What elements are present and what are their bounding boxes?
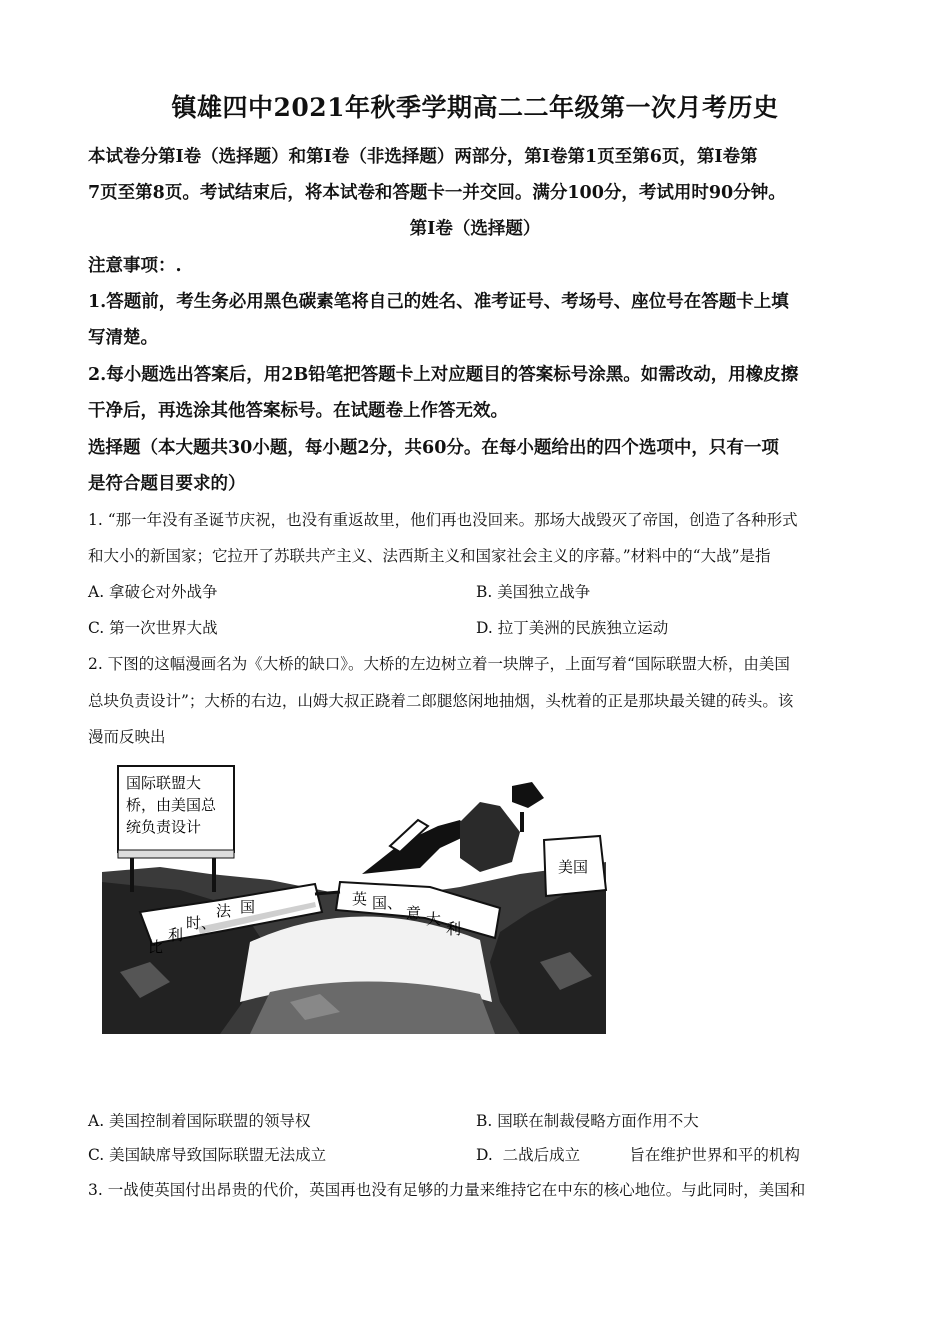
q1-option-d: D. 拉丁美洲的民族独立运动 bbox=[476, 619, 669, 637]
cartoon-left-label-3: 时、 bbox=[186, 914, 217, 932]
cartoon-sign-line-2: 桥，由美国总 bbox=[126, 796, 217, 814]
q2-option-c: C. 美国缺席导致国际联盟无法成立 bbox=[88, 1146, 327, 1164]
note-2-line-1: 2.每小题选出答案后，用2B铅笔把答题卡上对应题目的答案标号涂黑。如需改动，用橡皮擦 bbox=[88, 365, 799, 385]
note-1-line-2: 写清楚。 bbox=[88, 328, 158, 348]
q3-stem-line-1: 3. 一战使英国付出昂贵的代价，英国再也没有足够的力量来维持它在中东的核心地位。与此同时，美国和 bbox=[88, 1181, 806, 1199]
cartoon-left-label-4: 法 bbox=[216, 902, 232, 920]
q1-option-c: C. 第一次世界大战 bbox=[88, 619, 218, 637]
cartoon-left-label-2: 利 bbox=[168, 926, 184, 944]
bridge-gap-cartoon bbox=[100, 762, 610, 1034]
cartoon-left-label-1: 比 bbox=[148, 938, 164, 956]
q2-option-b: B. 国联在制裁侵略方面作用不大 bbox=[476, 1112, 699, 1130]
cartoon-right-label-3: 意 bbox=[406, 904, 422, 922]
intro-line-1: 本试卷分第Ⅰ卷（选择题）和第Ⅰ卷（非选择题）两部分，第Ⅰ卷第1页至第6页，第Ⅰ卷第 bbox=[88, 147, 758, 167]
q2-option-a: A. 美国控制着国际联盟的领导权 bbox=[88, 1112, 311, 1130]
cartoon-left-label-5: 国 bbox=[240, 898, 256, 916]
note-2-line-2: 干净后，再选涂其他答案标号。在试题卷上作答无效。 bbox=[88, 401, 508, 421]
cartoon-sign-line-3: 统负责设计 bbox=[126, 818, 202, 836]
choice-intro-line-1: 选择题（本大题共30小题，每小题2分，共60分。在每小题给出的四个选项中，只有一项 bbox=[88, 438, 779, 458]
cartoon-right-label-1: 英 bbox=[352, 890, 368, 908]
q2-option-d: D. 二战后成立 旨在维护世界和平的机构 bbox=[476, 1146, 800, 1164]
intro-line-2: 7页至第8页。考试结束后，将本试卷和答题卡一并交回。满分100分，考试用时90分钟。 bbox=[88, 183, 786, 203]
cartoon-right-label-2: 国、 bbox=[372, 894, 403, 912]
choice-intro-line-2: 是符合题目要求的） bbox=[88, 474, 246, 494]
cartoon-usa-label: 美国 bbox=[558, 858, 589, 876]
cartoon-sign-line-1: 国际联盟大 bbox=[126, 774, 202, 792]
exam-title: 镇雄四中2021年秋季学期高二二年级第一次月考历史 bbox=[171, 93, 779, 122]
q2-stem-line-3: 漫而反映出 bbox=[88, 728, 166, 746]
q1-stem-line-2: 和大小的新国家；它拉开了苏联共产主义、法西斯主义和国家社会主义的序幕。”材料中的“大战”是指 bbox=[88, 547, 771, 565]
notes-heading: 注意事项：. bbox=[88, 256, 182, 276]
q1-option-a: A. 拿破仑对外战争 bbox=[88, 583, 218, 601]
note-1-line-1: 1.答题前，考生务必用黑色碳素笔将自己的姓名、准考证号、考场号、座位号在答题卡上填 bbox=[88, 292, 789, 312]
q1-option-b: B. 美国独立战争 bbox=[476, 583, 591, 601]
cartoon-right-label-4: 大 bbox=[426, 910, 442, 928]
q1-stem-line-1: 1. “那一年没有圣诞节庆祝，也没有重返故里，他们再也没回来。那场大战毁灭了帝国，创造了各种形式 bbox=[88, 511, 798, 529]
cartoon-right-label-5: 利 bbox=[446, 920, 462, 938]
section-title: 第Ⅰ卷（选择题） bbox=[409, 219, 541, 239]
q2-stem-line-2: 总块负责设计”；大桥的右边，山姆大叔正跷着二郎腿悠闲地抽烟，头枕着的正是那块最关键的砖头。该 bbox=[88, 692, 794, 710]
q2-stem-line-1: 2. 下图的这幅漫画名为《大桥的缺口》。大桥的左边树立着一块牌子，上面写着“国际联盟大桥，由美国 bbox=[88, 655, 790, 673]
